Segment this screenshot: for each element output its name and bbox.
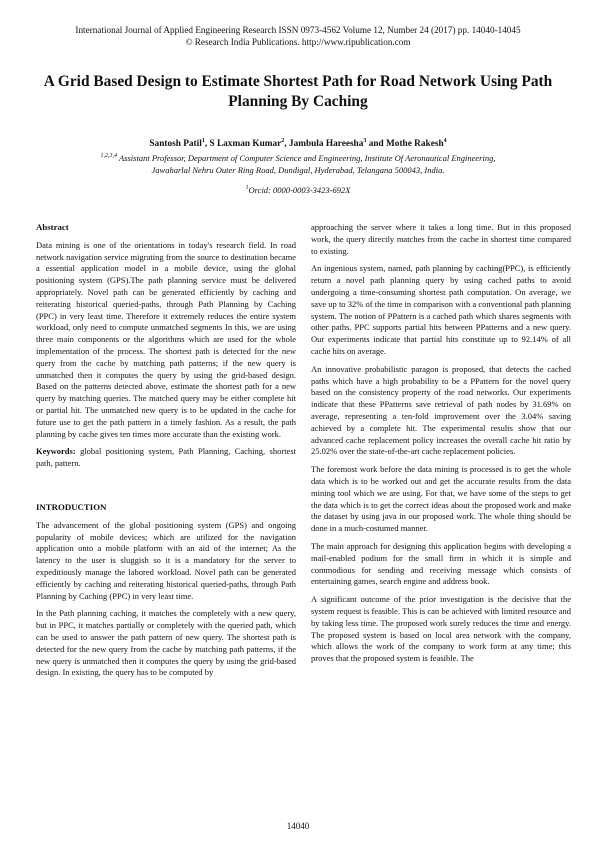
abstract-text: Data mining is one of the orientations in today's research field. In road network navigation service migrating from the source to destination became a essential application model in a mobile device, using the global positioning system (GPS).The path planning service must be delivered appropriately. Novel path can be generated efficiently by caching and reiterating historical queried-paths, through Path Planning by Caching (PPC) in very least time. Therefore it extremely reduces the entire system workload, only need to compute unmatched segments In this, we are using three main components or the algorithms which are used for the whole implementation of the process. The shortest path is detected for the new query from the cache by matching path patterns; if the new query is unmatched then it computes the query by using the grid-based design. Based on the patterns detected above, estimate the shortest path for a new query by matching queries. The matched query may be either complete hit or partial hit. The unmatched new query is to be updated in the cache for future use to get the path pattern in a timely fashion. As a result, the path planning by cache gives ten times more accurate than the existing work.: [36, 239, 296, 439]
keywords-text: global positioning system, Path Planning, Caching, shortest path, pattern.: [36, 446, 296, 469]
orcid: [0, 184, 596, 196]
right-paragraph-6: A significant outcome of the prior investigation is the decisive that the system request is feasible. This is can be achieved with limited resource and by taking less time. The proposed work surely reduces the time and energy. The proposed system is based on local area network with the company, which allows the work of the company to work form at any time; this proves that the proposed system is feasible. The: [311, 594, 571, 664]
author-name: and Mothe Rakesh: [366, 139, 444, 149]
right-paragraph-5: The main approach for designing this application begins with developing a mail-enabled podium for the small firm in which it is simple and commodious for sending and receiving message which consists of entertaining games, search engine and address book.: [311, 540, 571, 587]
paper-title: A Grid Based Design to Estimate Shortest Path for Road Network Using Path Planning By Caching: [43, 73, 553, 110]
right-paragraph-2: An ingenious system, named, path planning by caching(PPC), is efficiently return a novel path planning query by using cached paths to avoid undergoing a time-consuming shortest path computation. On average, we save up to 32% of the time in comparison with a conventional path planning system. The notion of PPattern is a cached path which shares segments with other paths. PPC supports partial hits between PPatterns and a new query. Our experiments indicate that partial hits constitute up to 92.14% of all cache hits on average.: [311, 263, 571, 356]
author-list: [0, 138, 596, 150]
author-sup: 4: [443, 137, 447, 144]
page-number: 14040: [286, 821, 310, 831]
introduction-paragraph-2: In the Path planning caching, it matches the completely with a new query, but in PPC, it matches partially or completely with the queried path, which can be used to answer the path pattern of new query. The shortest path is detected for the new query from the cache by matching path patterns, if the new query is unmatched then it computes the query by using the grid-based design. In existing, the query has to be computed by: [36, 608, 296, 678]
orcid-sup: 1: [245, 185, 249, 192]
author-sup: 2: [281, 137, 285, 144]
keywords: [36, 446, 296, 470]
author-name: , S Laxman Kumar: [204, 139, 282, 149]
affiliation-line2: Jawaharlal Nehru Outer Ring Road, Dundigal, Hyderabad, Telangana 500043, India.: [151, 165, 445, 175]
affiliation: [50, 152, 546, 176]
right-paragraph-4: The foremost work before the data mining is processed is to get the whole data which is to be worked out and get the accurate results from the data mining tool which we are using. For that, we have some of the steps to get the data which is to get the correct ideas about the proposed work and make the dataset by using java in our proposed work. The whole thing should be done in a much-costumed manner.: [311, 464, 571, 534]
journal-header-line2: © Research India Publications. http://www.ripublication.com: [185, 36, 411, 47]
author-sup: 3: [363, 137, 367, 144]
right-paragraph-3: An innovative probabilistic paragon is proposed, that detects the cached paths which have a high probability to be a PPattern for the novel query based on the consistency property of the road networks. Our experiments indicate that these PPatterns save retrieval of path nodes by 31.69% on average, representing a ten-fold improvement over the 3.04% saving achieved by a complete hit. The experimental results show that our advanced cache replacement policy increases the overall cache hit ratio by 25.02% over the state-of-the-art cache replacement policies.: [311, 363, 571, 457]
right-column: [311, 222, 571, 671]
affiliation-sup: 1,2,3,4: [100, 153, 118, 160]
journal-header: [0, 25, 596, 48]
orcid-text: Orcid: 0000-0003-3423-692X: [248, 185, 351, 195]
author-sup: 1: [201, 137, 205, 144]
affiliation-line1: Assistant Professor, Department of Computer Science and Engineering, Institute Of Aeronautical Engineering,: [117, 153, 496, 163]
journal-header-line1: International Journal of Applied Engineering Research ISSN 0973-4562 Volume 12, Number 24 (2017) pp. 14040-14045: [75, 25, 521, 35]
left-column: [36, 222, 296, 685]
abstract-heading: Abstract: [36, 222, 69, 232]
author-name: Santosh Patil: [149, 139, 202, 149]
author-name: , Jambula Hareesha: [284, 139, 364, 149]
right-paragraph-1: approaching the server where it takes a long time. But in this proposed work, the query directly matches from the cache in shortest time compared to existing.: [311, 222, 571, 256]
introduction-heading: INTRODUCTION: [36, 501, 107, 512]
keywords-label: Keywords:: [36, 446, 76, 457]
introduction-paragraph-1: The advancement of the global positioning system (GPS) and ongoing popularity of mobile devices; which are utilized for the navigation application onto a mobile platform with an aid of the internet; As the latency to the user is sluggish so it is a mandatory for the server to expeditiously manage the labored workload. Novel path can be generated efficiently by caching and reiterating historical queried-paths, through Path Planning by Caching (PPC) in very least time.: [36, 519, 296, 601]
